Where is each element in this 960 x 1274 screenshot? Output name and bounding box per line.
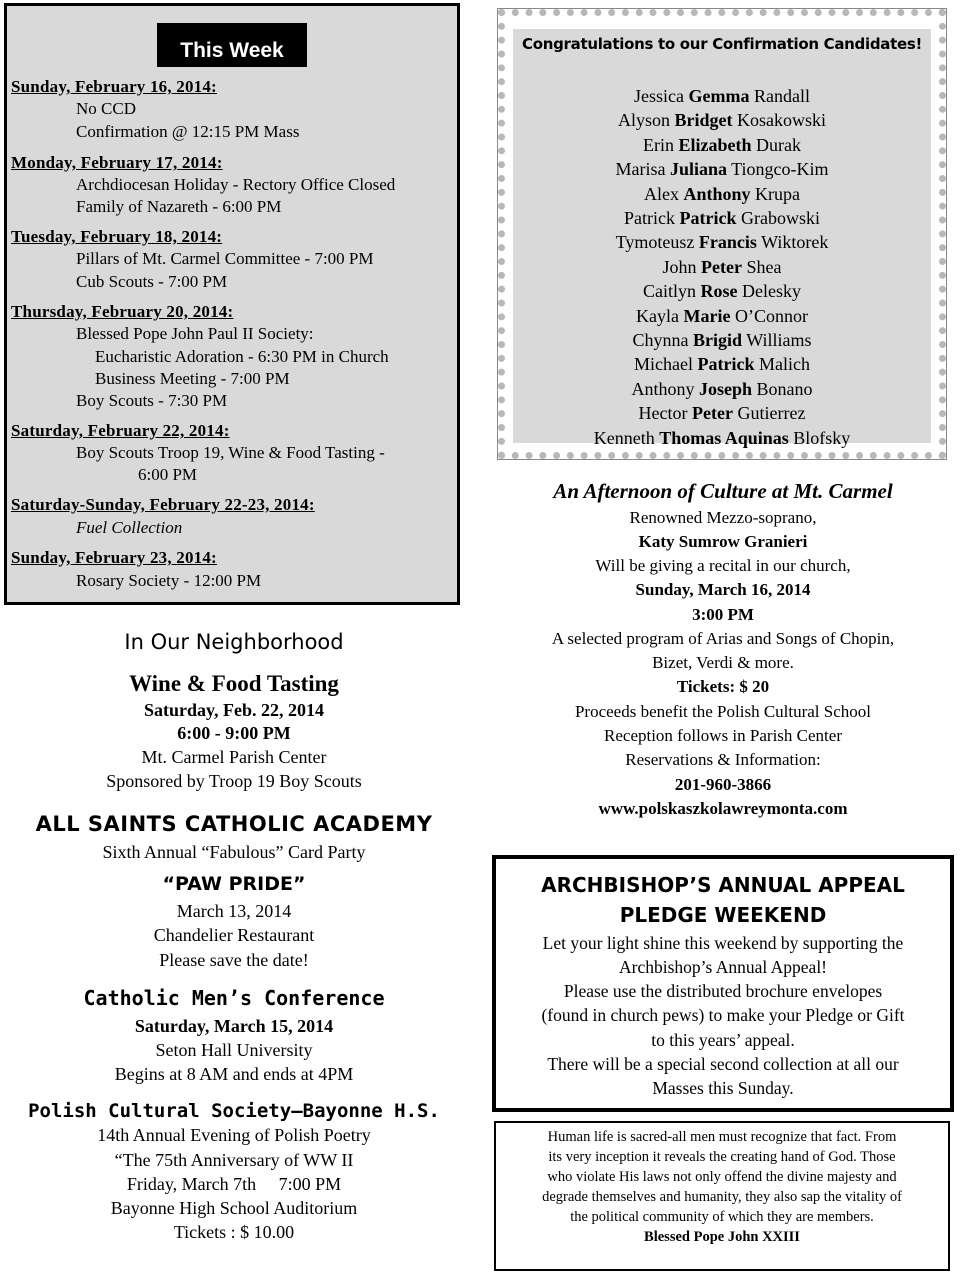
confirmation-panel	[513, 29, 931, 448]
mens-conference-place: Seton Hall University	[155, 1040, 313, 1060]
event-date: Monday, February 17, 2014:	[11, 153, 223, 172]
culture-title: An Afternoon of Culture at Mt. Carmel	[553, 479, 893, 503]
candidate-first-name: Alex	[643, 183, 679, 204]
candidate-first-name: Kenneth	[593, 427, 655, 448]
culture-line: Proceeds benefit the Polish Cultural School	[574, 702, 872, 721]
academy-note: Please save the date!	[159, 950, 309, 970]
candidate-last-name: Randall	[753, 86, 810, 106]
candidate-first-name: Hector	[638, 403, 688, 424]
candidate-name	[513, 135, 931, 156]
candidate-last-name: Grabowski	[740, 208, 820, 228]
mens-conference-date: Saturday, March 15, 2014	[134, 1016, 334, 1036]
candidate-confirmation-name: Peter	[692, 403, 733, 424]
candidate-last-name: Kosakowski	[737, 110, 826, 131]
academy-date: March 13, 2014	[176, 901, 292, 921]
event-date: Sunday, February 16, 2014:	[11, 77, 217, 96]
event-line: Blessed Pope John Paul II Society:	[76, 324, 314, 343]
candidate-last-name: Shea	[746, 256, 782, 277]
culture-line: Reservations & Information:	[625, 750, 821, 769]
event-date: Tuesday, February 18, 2014:	[11, 227, 223, 246]
wine-sponsor: Sponsored by Troop 19 Boy Scouts	[106, 771, 362, 791]
candidate-last-name: Malich	[758, 354, 810, 375]
event-date: Sunday, February 23, 2014:	[11, 548, 217, 567]
candidate-first-name: Marisa	[615, 159, 666, 180]
appeal-subtitle: PLEDGE WEEKEND	[619, 903, 827, 927]
candidate-name	[513, 86, 931, 107]
culture-line: Renowned Mezzo-soprano,	[629, 508, 817, 527]
wine-date: Saturday, Feb. 22, 2014	[143, 700, 325, 720]
culture-line: Bizet, Verdi & more.	[652, 653, 794, 672]
candidate-confirmation-name: Rose	[700, 281, 738, 302]
event-date: Saturday, February 22, 2014:	[11, 421, 230, 440]
polish-line: Bayonne High School Auditorium	[110, 1198, 358, 1218]
candidate-name	[513, 428, 931, 449]
culture-phone: 201-960-3866	[674, 775, 772, 794]
candidate-confirmation-name: Francis	[698, 232, 757, 253]
candidate-name	[513, 379, 931, 400]
culture-line: Will be giving a recital in our church,	[595, 556, 851, 575]
culture-tickets: Tickets: $ 20	[676, 677, 770, 696]
quote-author: Blessed Pope John XXIII	[644, 1229, 800, 1245]
candidate-name	[513, 306, 931, 327]
candidate-name	[513, 330, 931, 351]
appeal-line: There will be a special second collection at all our	[547, 1054, 899, 1074]
appeal-line: Masses this Sunday.	[652, 1078, 794, 1098]
event-line: Fuel Collection	[76, 518, 183, 537]
event-line: Boy Scouts Troop 19, Wine & Food Tasting -	[76, 443, 385, 462]
event-date: Saturday-Sunday, February 22-23, 2014:	[11, 495, 315, 514]
event-line: Cub Scouts - 7:00 PM	[76, 272, 228, 291]
polish-line: 14th Annual Evening of Polish Poetry	[97, 1125, 371, 1145]
confirmation-box	[497, 8, 947, 460]
culture-line: A selected program of Arias and Songs of Chopin,	[551, 629, 895, 648]
confirmation-title: Congratulations to our Confirmation Candidates!	[522, 35, 922, 53]
candidate-last-name: Gutierrez	[737, 403, 806, 424]
candidate-last-name: Wiktorek	[761, 232, 829, 253]
candidate-name	[513, 208, 931, 229]
appeal-line: Archbishop’s Annual Appeal!	[618, 957, 828, 977]
candidate-last-name: Blofsky	[793, 427, 851, 448]
candidate-confirmation-name: Marie	[683, 305, 731, 326]
appeal-line: Let your light shine this weekend by supporting the	[542, 933, 904, 953]
candidate-name	[513, 232, 931, 253]
candidate-first-name: Patrick	[624, 208, 675, 228]
candidate-first-name: Michael	[634, 354, 693, 375]
candidate-last-name: Krupa	[755, 183, 800, 204]
candidate-last-name: O’Connor	[734, 305, 808, 326]
culture-line: Reception follows in Parish Center	[604, 726, 842, 745]
candidate-first-name: Erin	[643, 134, 674, 155]
candidate-confirmation-name: Gemma	[688, 86, 750, 106]
appeal-line: to this years’ appeal.	[651, 1030, 795, 1050]
candidate-name	[513, 184, 931, 205]
quote-line: degrade themselves and humanity, they also sap the vitality of	[542, 1189, 902, 1205]
culture-date: Sunday, March 16, 2014	[635, 580, 811, 599]
this-week-box	[4, 3, 460, 605]
candidate-last-name: Durak	[756, 134, 801, 155]
event-line: Business Meeting - 7:00 PM	[95, 369, 290, 388]
candidate-confirmation-name: Thomas Aquinas	[659, 427, 789, 448]
appeal-line: (found in church pews) to make your Pledge or Gift	[541, 1005, 905, 1025]
event-line: No CCD	[76, 99, 136, 118]
academy-event-name: “PAW PRIDE”	[162, 873, 306, 895]
polish-line: Friday, March 7th 7:00 PM	[126, 1174, 342, 1194]
candidate-last-name: Tiongco-Kim	[731, 159, 829, 180]
candidate-name	[513, 281, 931, 302]
wine-time: 6:00 - 9:00 PM	[177, 723, 291, 743]
quote-line: the political community of which they are members.	[570, 1209, 874, 1225]
event-line: Archdiocesan Holiday - Rectory Office Closed	[76, 175, 396, 194]
candidate-name	[513, 354, 931, 375]
appeal-line: Please use the distributed brochure envelopes	[563, 981, 883, 1001]
wine-title: Wine & Food Tasting	[129, 671, 339, 696]
candidate-confirmation-name: Juliana	[669, 159, 727, 180]
candidate-name	[513, 403, 931, 424]
event-line: Family of Nazareth - 6:00 PM	[76, 197, 282, 216]
candidate-confirmation-name: Joseph	[698, 378, 752, 399]
event-date: Thursday, February 20, 2014:	[11, 302, 234, 321]
quote-line: Human life is sacred-all men must recognize that fact. From	[547, 1129, 897, 1145]
candidate-first-name: Alyson	[617, 110, 670, 131]
wine-place: Mt. Carmel Parish Center	[141, 747, 327, 767]
candidate-first-name: Anthony	[631, 378, 695, 399]
event-line: Confirmation @ 12:15 PM Mass	[76, 122, 300, 141]
event-line: Eucharistic Adoration - 6:30 PM in Church	[95, 347, 389, 366]
candidate-first-name: Chynna	[632, 330, 689, 350]
candidate-last-name: Williams	[746, 330, 812, 350]
this-week-title: This Week	[157, 23, 307, 67]
candidate-name	[513, 110, 931, 131]
candidate-confirmation-name: Bridget	[674, 110, 733, 131]
mens-conference-time: Begins at 8 AM and ends at 4PM	[114, 1064, 354, 1084]
appeal-title: ARCHBISHOP’S ANNUAL APPEAL	[541, 873, 905, 897]
polish-tickets: Tickets : $ 10.00	[173, 1222, 295, 1242]
candidate-confirmation-name: Anthony	[683, 183, 751, 204]
neighborhood-heading: In Our Neighborhood	[124, 630, 344, 654]
candidate-confirmation-name: Patrick	[697, 354, 755, 375]
academy-line: Sixth Annual “Fabulous” Card Party	[102, 842, 366, 862]
academy-place: Chandelier Restaurant	[153, 925, 315, 945]
candidate-last-name: Delesky	[742, 281, 801, 302]
candidate-last-name: Bonano	[756, 378, 813, 399]
candidate-first-name: Tymoteusz	[615, 232, 695, 253]
event-line: Pillars of Mt. Carmel Committee - 7:00 PM	[76, 249, 374, 268]
quote-line: who violate His laws not only offend the divine majesty and	[547, 1169, 897, 1185]
candidate-first-name: Jessica	[634, 86, 684, 106]
event-line: Rosary Society - 12:00 PM	[76, 571, 262, 590]
candidate-first-name: Kayla	[636, 305, 679, 326]
quote-line: its very inception it reveals the creating hand of God. Those	[548, 1149, 896, 1165]
mens-conference-title: Catholic Men’s Conference	[83, 986, 385, 1010]
candidate-confirmation-name: Patrick	[679, 208, 737, 228]
academy-title: ALL SAINTS CATHOLIC ACADEMY	[35, 812, 433, 836]
candidate-name	[513, 159, 931, 180]
culture-website: www.polskaszkolawreymonta.com	[598, 799, 848, 818]
polish-line: “The 75th Anniversary of WW II	[114, 1150, 354, 1170]
culture-time: 3:00 PM	[692, 605, 754, 624]
candidate-first-name: John	[662, 256, 697, 277]
candidate-first-name: Caitlyn	[643, 281, 696, 302]
event-line: 6:00 PM	[138, 465, 198, 484]
culture-performer: Katy Sumrow Granieri	[638, 532, 808, 551]
event-line: Boy Scouts - 7:30 PM	[76, 391, 228, 410]
appeal-box	[492, 855, 954, 1112]
polish-society-title: Polish Cultural Society—Bayonne H.S.	[28, 1100, 440, 1122]
candidate-confirmation-name: Peter	[701, 256, 742, 277]
candidate-confirmation-name: Brigid	[693, 330, 743, 350]
candidate-name	[513, 257, 931, 278]
candidate-confirmation-name: Elizabeth	[678, 134, 752, 155]
quote-box	[494, 1121, 950, 1271]
